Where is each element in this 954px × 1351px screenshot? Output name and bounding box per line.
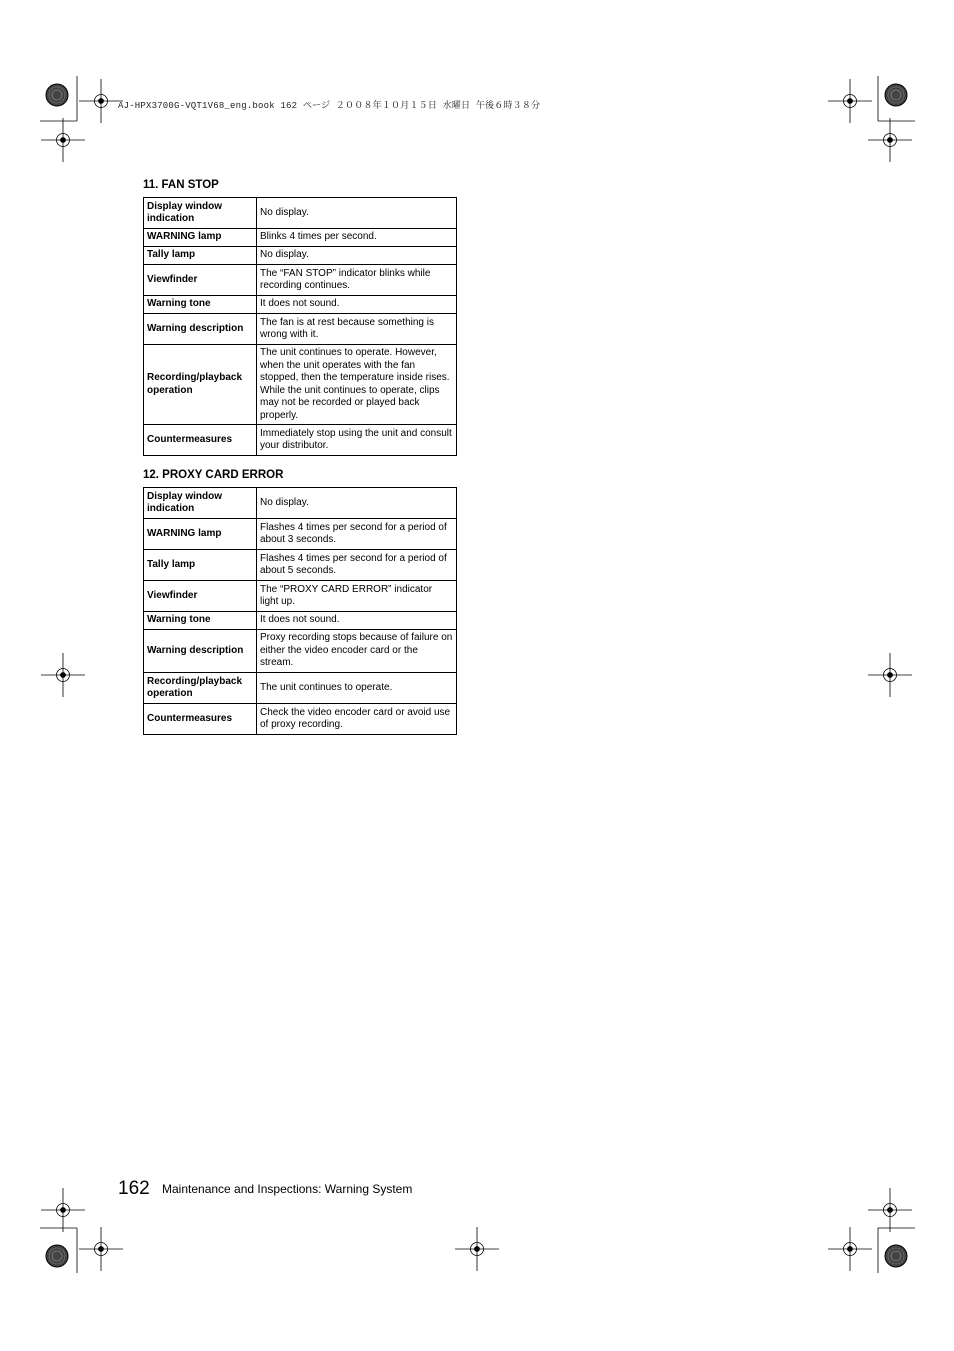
row-value: Check the video encoder card or avoid use of proxy recording. xyxy=(257,704,457,735)
proxy-card-error-table xyxy=(143,487,457,735)
row-label: Warning tone xyxy=(144,612,257,630)
row-label: Display window indication xyxy=(144,488,257,519)
row-label: Recording/playback operation xyxy=(144,345,257,425)
row-value: The “FAN STOP” indicator blinks while recording continues. xyxy=(257,265,457,296)
table-row xyxy=(144,198,457,229)
row-value: No display. xyxy=(257,488,457,519)
row-value: It does not sound. xyxy=(257,612,457,630)
footer-section-name: Maintenance and Inspections: Warning System xyxy=(162,1182,413,1196)
row-value: No display. xyxy=(257,198,457,229)
table-row xyxy=(144,265,457,296)
table-row xyxy=(144,581,457,612)
row-value: Immediately stop using the unit and consult your distributor. xyxy=(257,425,457,456)
fan-stop-table xyxy=(143,197,457,456)
row-label: WARNING lamp xyxy=(144,229,257,247)
page-number: 162 xyxy=(118,1178,150,1199)
row-value: It does not sound. xyxy=(257,296,457,314)
table-row xyxy=(144,247,457,265)
table-row xyxy=(144,519,457,550)
row-value: The fan is at rest because something is wrong with it. xyxy=(257,314,457,345)
table-row xyxy=(144,425,457,456)
print-header-slug: AJ-HPX3700G-VQT1V68_eng.book 162 ページ ２００８年１０月１５日 水曜日 午後６時３８分 xyxy=(118,101,541,111)
row-value: The “PROXY CARD ERROR” indicator light up. xyxy=(257,581,457,612)
row-value: Flashes 4 times per second for a period of about 3 seconds. xyxy=(257,519,457,550)
table-row xyxy=(144,630,457,673)
table-row xyxy=(144,314,457,345)
row-label: Recording/playback operation xyxy=(144,673,257,704)
row-value: Blinks 4 times per second. xyxy=(257,229,457,247)
row-value: Flashes 4 times per second for a period of about 5 seconds. xyxy=(257,550,457,581)
row-value: Proxy recording stops because of failure on either the video encoder card or the stream. xyxy=(257,630,457,673)
section-title-fan-stop: 11. FAN STOP xyxy=(143,179,219,191)
row-value: No display. xyxy=(257,247,457,265)
row-value: The unit continues to operate. However, when the unit operates with the fan stopped, then the temperature inside rises. While the unit continues to operate, clips may not be recorded or played back properly. xyxy=(257,345,457,425)
row-label: Countermeasures xyxy=(144,704,257,735)
row-label: Viewfinder xyxy=(144,581,257,612)
table-row xyxy=(144,673,457,704)
row-value: The unit continues to operate. xyxy=(257,673,457,704)
row-label: Display window indication xyxy=(144,198,257,229)
table-row xyxy=(144,345,457,425)
row-label: Warning tone xyxy=(144,296,257,314)
table-row xyxy=(144,550,457,581)
row-label: Viewfinder xyxy=(144,265,257,296)
table-row xyxy=(144,704,457,735)
table-row xyxy=(144,296,457,314)
row-label: WARNING lamp xyxy=(144,519,257,550)
row-label: Countermeasures xyxy=(144,425,257,456)
table-row xyxy=(144,488,457,519)
row-label: Warning description xyxy=(144,630,257,673)
row-label: Tally lamp xyxy=(144,550,257,581)
table-row xyxy=(144,229,457,247)
section-title-proxy-card-error: 12. PROXY CARD ERROR xyxy=(143,469,284,481)
row-label: Tally lamp xyxy=(144,247,257,265)
table-row xyxy=(144,612,457,630)
row-label: Warning description xyxy=(144,314,257,345)
